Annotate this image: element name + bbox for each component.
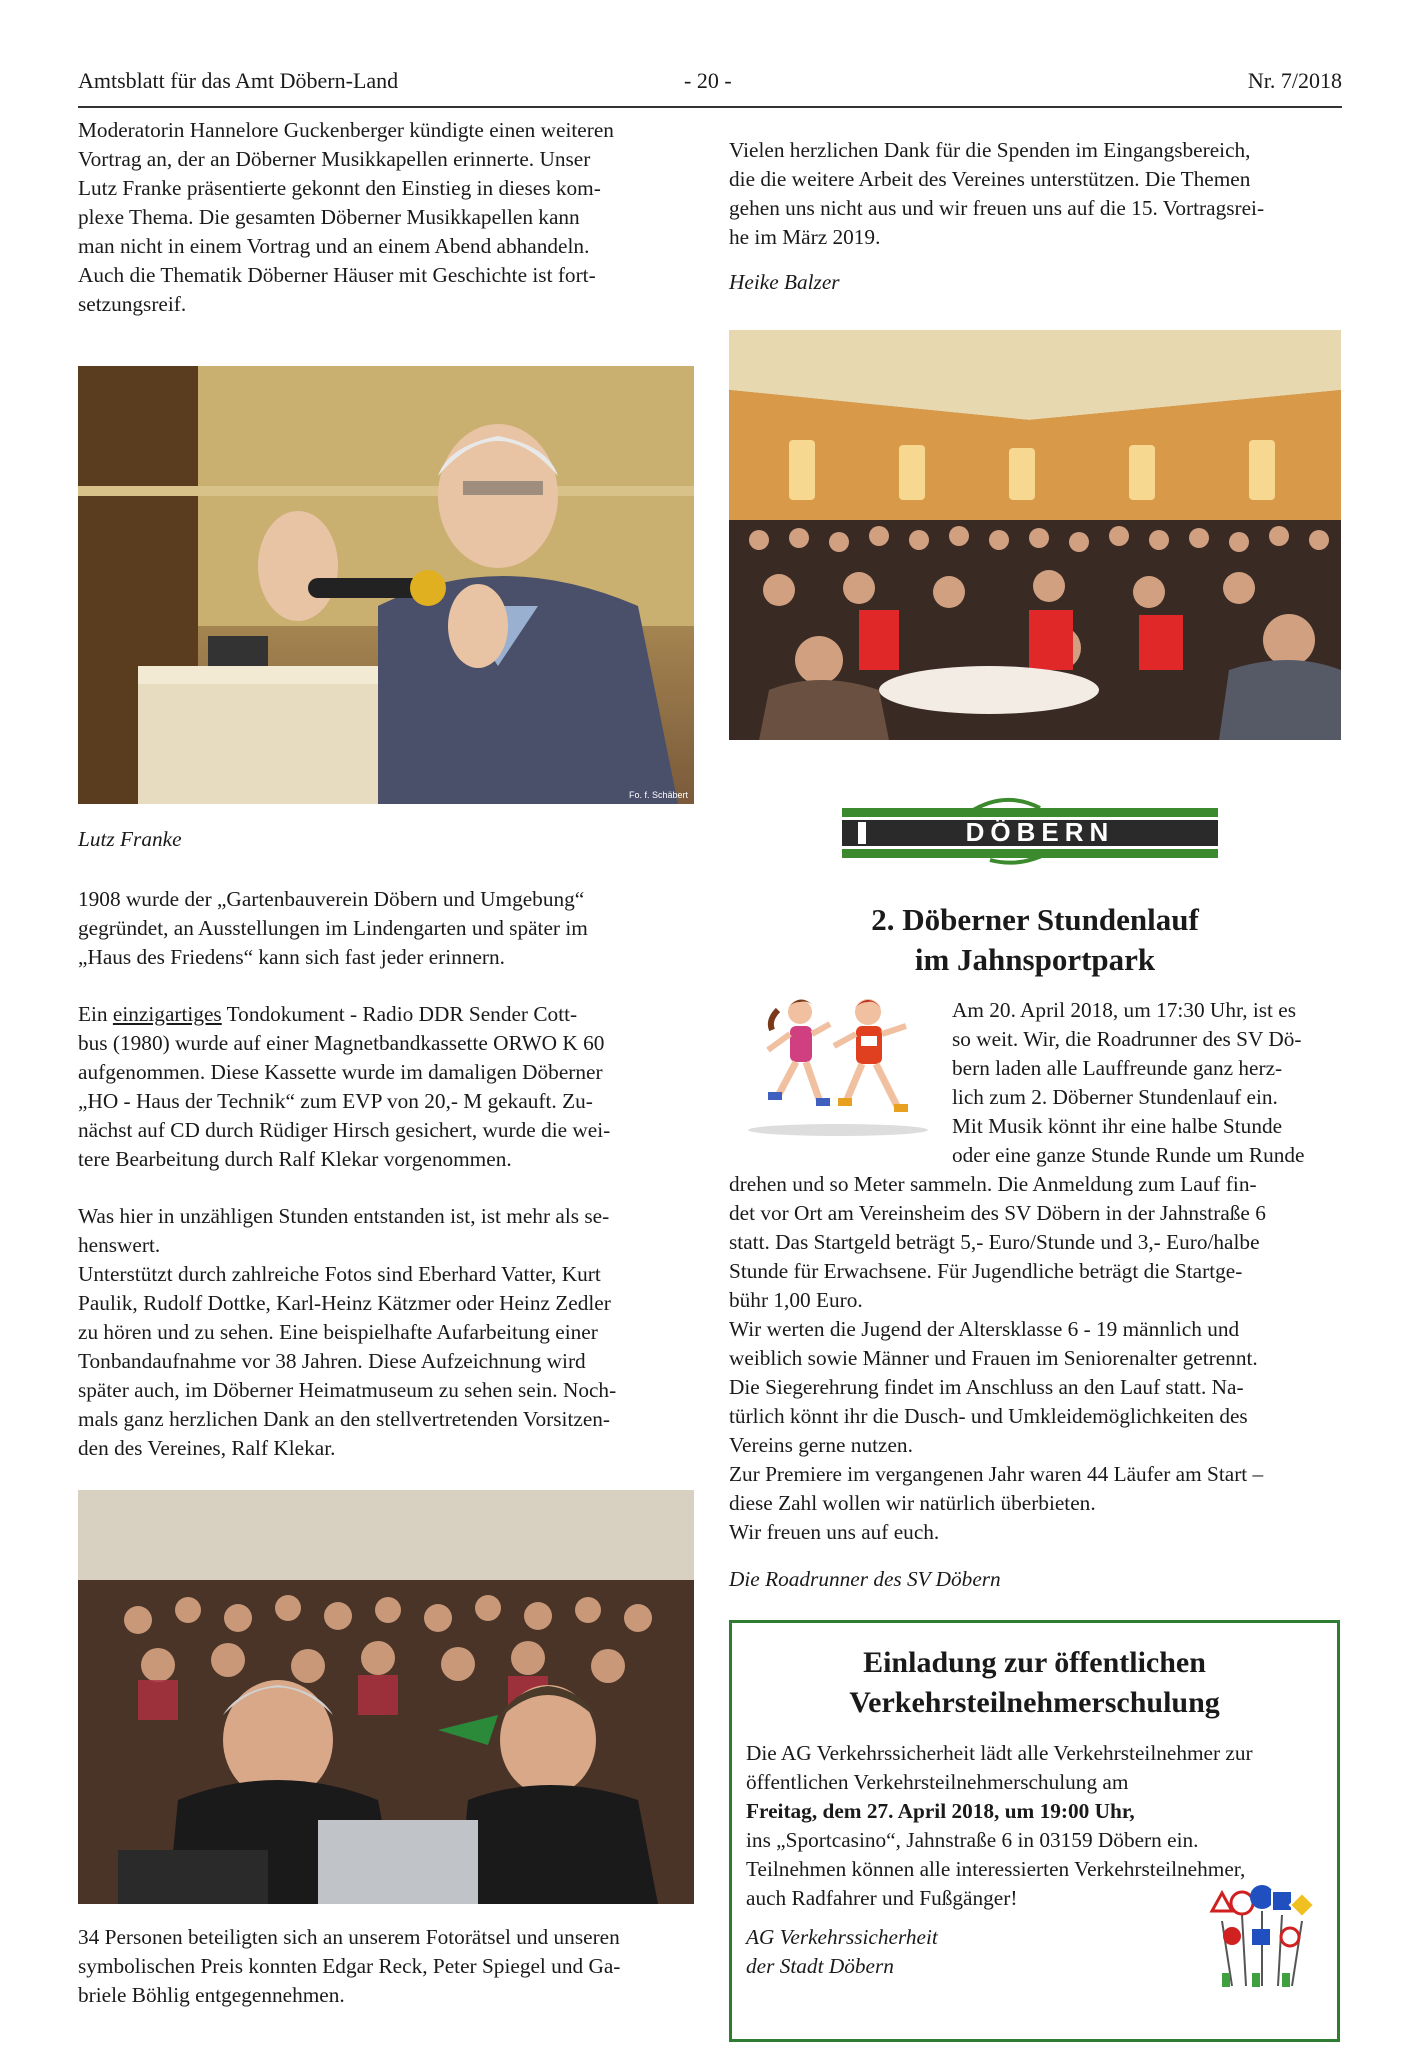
photo-hall-audience	[729, 330, 1341, 740]
text-line	[78, 1000, 694, 1029]
header-issue: Nr. 7/2018	[1247, 68, 1342, 93]
photo-credit: Fo. f. Schäbert	[628, 790, 688, 800]
text-line: nächst auf CD durch Rüdiger Hirsch gesichert, wurde die wei-	[78, 1118, 611, 1142]
text-line: Lutz Franke präsentierte gekonnt den Einstieg in dieses kom-	[78, 176, 601, 200]
caption-lutz-franke: Lutz Franke	[78, 827, 182, 851]
text-line: lich zum 2. Döberner Stundenlauf ein.	[952, 1085, 1278, 1109]
text-line: so weit. Wir, die Roadrunner des SV Dö-	[952, 1027, 1302, 1051]
text-line: gehen uns nicht aus und wir freuen uns auf die 15. Vortragsrei-	[729, 196, 1265, 220]
traffic-signs-illustration	[1202, 1881, 1322, 1991]
text-line: Mit Musik könnt ihr eine halbe Stunde	[952, 1114, 1283, 1138]
text-line: symbolischen Preis konnten Edgar Reck, Peter Spiegel und Ga-	[78, 1954, 621, 1978]
text-line: weiblich sowie Männer und Frauen im Seniorenalter getrennt.	[729, 1346, 1258, 1370]
signature-roadrunner: Die Roadrunner des SV Döbern	[729, 1567, 1001, 1591]
text-line: aufgenommen. Diese Kassette wurde im damaligen Döberner	[78, 1060, 603, 1084]
text-line: Die AG Verkehrssicherheit lädt alle Verkehrsteilnehmer zur	[746, 1741, 1253, 1765]
text-line: 1908 wurde der „Gartenbauverein Döbern und Umgebung“	[78, 887, 585, 911]
underlined-word: einzigartiges	[112, 1002, 222, 1026]
text-fragment: Tondokument - Radio DDR Sender Cott-	[221, 1002, 578, 1026]
text-line: oder eine ganze Stunde Runde um Runde	[952, 1143, 1305, 1167]
text-line: der Stadt Döbern	[746, 1954, 894, 1978]
text-line: Vortrag an, der an Döberner Musikkapellen erinnerte. Unser	[78, 147, 591, 171]
text-line: bus (1980) wurde auf einer Magnetbandkassette ORWO K 60	[78, 1031, 605, 1055]
text-line: AG Verkehrssicherheit	[746, 1925, 938, 1949]
text-line: den des Vereines, Ralf Klekar.	[78, 1436, 336, 1460]
paragraph-stunden	[78, 1202, 694, 1463]
text-line: Zur Premiere im vergangenen Jahr waren 44 Läufer am Start –	[729, 1462, 1264, 1486]
paragraph-fotoraetsel	[78, 1923, 694, 2010]
text-line: später auch, im Döberner Heimatmuseum zu sehen sein. Noch-	[78, 1378, 617, 1402]
text-line: statt. Das Startgeld beträgt 5,- Euro/Stunde und 3,- Euro/halbe	[729, 1230, 1260, 1254]
einladung-title	[732, 1643, 1337, 1723]
runners-icon	[738, 990, 938, 1138]
text-line: türlich könnt ihr die Dusch- und Umkleidemöglichkeiten des	[729, 1404, 1248, 1428]
einladung-title-line1: Einladung zur öffentlichen	[863, 1646, 1206, 1679]
einladung-date: Freitag, dem 27. April 2018, um 19:00 Uhr,	[746, 1799, 1135, 1823]
text-line: Wir werten die Jugend der Altersklasse 6 - 19 männlich und	[729, 1317, 1240, 1341]
text-line: „HO - Haus der Technik“ zum EVP von 20,- M gekauft. Zu-	[78, 1089, 593, 1113]
text-line: die die weitere Arbeit des Vereines unterstützen. Die Themen	[729, 167, 1251, 191]
header-publication: Amtsblatt für das Amt Döbern-Land	[78, 68, 399, 93]
einladung-box	[729, 1620, 1340, 2042]
einladung-signature	[746, 1923, 1106, 1981]
text-line: ins „Sportcasino“, Jahnstraße 6 in 03159 Döbern ein.	[746, 1828, 1199, 1852]
photo-lutz-franke	[78, 366, 694, 804]
paragraph-gartenbauverein	[78, 885, 694, 972]
stundenlauf-text-full	[729, 1170, 1341, 1547]
text-line: henswert.	[78, 1233, 161, 1257]
text-line: Tonbandaufnahme vor 38 Jahren. Diese Aufzeichnung wird	[78, 1349, 586, 1373]
text-line: briele Böhlig entgegennehmen.	[78, 1983, 345, 2007]
photo-hall-audience-image	[729, 330, 1341, 740]
text-line: gegründet, an Ausstellungen im Lindengarten und später im	[78, 916, 588, 940]
text-line: det vor Ort am Vereinsheim des SV Döbern in der Jahnstraße 6	[729, 1201, 1266, 1225]
text-line: Auch die Thematik Döberner Häuser mit Geschichte ist fort-	[78, 263, 596, 287]
einladung-title-line2: Verkehrsteilnehmerschulung	[849, 1686, 1220, 1719]
stundenlauf-title-line1: 2. Döberner Stundenlauf	[871, 902, 1199, 937]
stundenlauf-title-line2: im Jahnsportpark	[914, 942, 1156, 977]
stundenlauf-text-wrapped	[952, 996, 1341, 1170]
photo-lutz-franke-image	[78, 366, 694, 804]
text-line: Vereins gerne nutzen.	[729, 1433, 913, 1457]
page-header	[78, 66, 1342, 108]
text-line: setzungsreif.	[78, 292, 187, 316]
text-fragment: Ein	[78, 1002, 113, 1026]
text-line: Die Siegerehrung findet im Anschluss an den Lauf statt. Na-	[729, 1375, 1244, 1399]
text-line: öffentlichen Verkehrsteilnehmerschulung am	[746, 1770, 1129, 1794]
text-line: bühr 1,00 Euro.	[729, 1288, 863, 1312]
text-line: „Haus des Friedens“ kann sich fast jeder erinnern.	[78, 945, 505, 969]
runners-illustration	[738, 990, 938, 1138]
text-line: auch Radfahrer und Fußgänger!	[746, 1886, 1018, 1910]
text-line: Stunde für Erwachsene. Für Jugendliche beträgt die Startge-	[729, 1259, 1243, 1283]
text-line: drehen und so Meter sammeln. Die Anmeldung zum Lauf fin-	[729, 1172, 1257, 1196]
doebern-logo-graphic	[840, 790, 1220, 868]
logo-text: DÖBERN	[965, 817, 1115, 847]
text-line: he im März 2019.	[729, 225, 881, 249]
left-intro-text	[78, 116, 694, 319]
text-line: man nicht in einem Vortrag und an einem Abend abhandeln.	[78, 234, 590, 258]
text-line: zu hören und zu sehen. Eine beispielhafte Aufarbeitung einer	[78, 1320, 598, 1344]
text-line: mals ganz herzlichen Dank an den stellvertretenden Vorsitzen-	[78, 1407, 611, 1431]
text-line: Vielen herzlichen Dank für die Spenden im Eingangsbereich,	[729, 138, 1251, 162]
text-line: Wir freuen uns auf euch.	[729, 1520, 940, 1544]
text-line: 34 Personen beteiligten sich an unserem Fotorätsel und unseren	[78, 1925, 620, 1949]
text-line: tere Bearbeitung durch Ralf Klekar vorgenommen.	[78, 1147, 512, 1171]
text-line: Am 20. April 2018, um 17:30 Uhr, ist es	[952, 998, 1297, 1022]
photo-audience-laptops	[78, 1490, 694, 1904]
text-line: bern laden alle Lauffreunde ganz herz-	[952, 1056, 1283, 1080]
stundenlauf-title	[729, 900, 1341, 980]
traffic-signs-icon	[1202, 1881, 1322, 1991]
text-line: Teilnehmen können alle interessierten Verkehrsteilnehmer,	[746, 1857, 1246, 1881]
text-line: Paulik, Rudolf Dottke, Karl-Heinz Kätzmer oder Heinz Zedler	[78, 1291, 611, 1315]
header-page-number: - 20 -	[684, 68, 732, 93]
paragraph-tondokument	[78, 1000, 694, 1174]
text-line: diese Zahl wollen wir natürlich überbieten.	[729, 1491, 1096, 1515]
photo-audience-laptops-image	[78, 1490, 694, 1904]
doebern-logo	[840, 790, 1220, 868]
text-line: Moderatorin Hannelore Guckenberger kündigte einen weiteren	[78, 118, 614, 142]
text-line: Unterstützt durch zahlreiche Fotos sind Eberhard Vatter, Kurt	[78, 1262, 601, 1286]
author-heike-balzer: Heike Balzer	[729, 270, 840, 294]
paragraph-dank	[729, 136, 1341, 252]
text-line: Was hier in unzähligen Stunden entstanden ist, ist mehr als se-	[78, 1204, 610, 1228]
text-line: plexe Thema. Die gesamten Döberner Musikkapellen kann	[78, 205, 580, 229]
